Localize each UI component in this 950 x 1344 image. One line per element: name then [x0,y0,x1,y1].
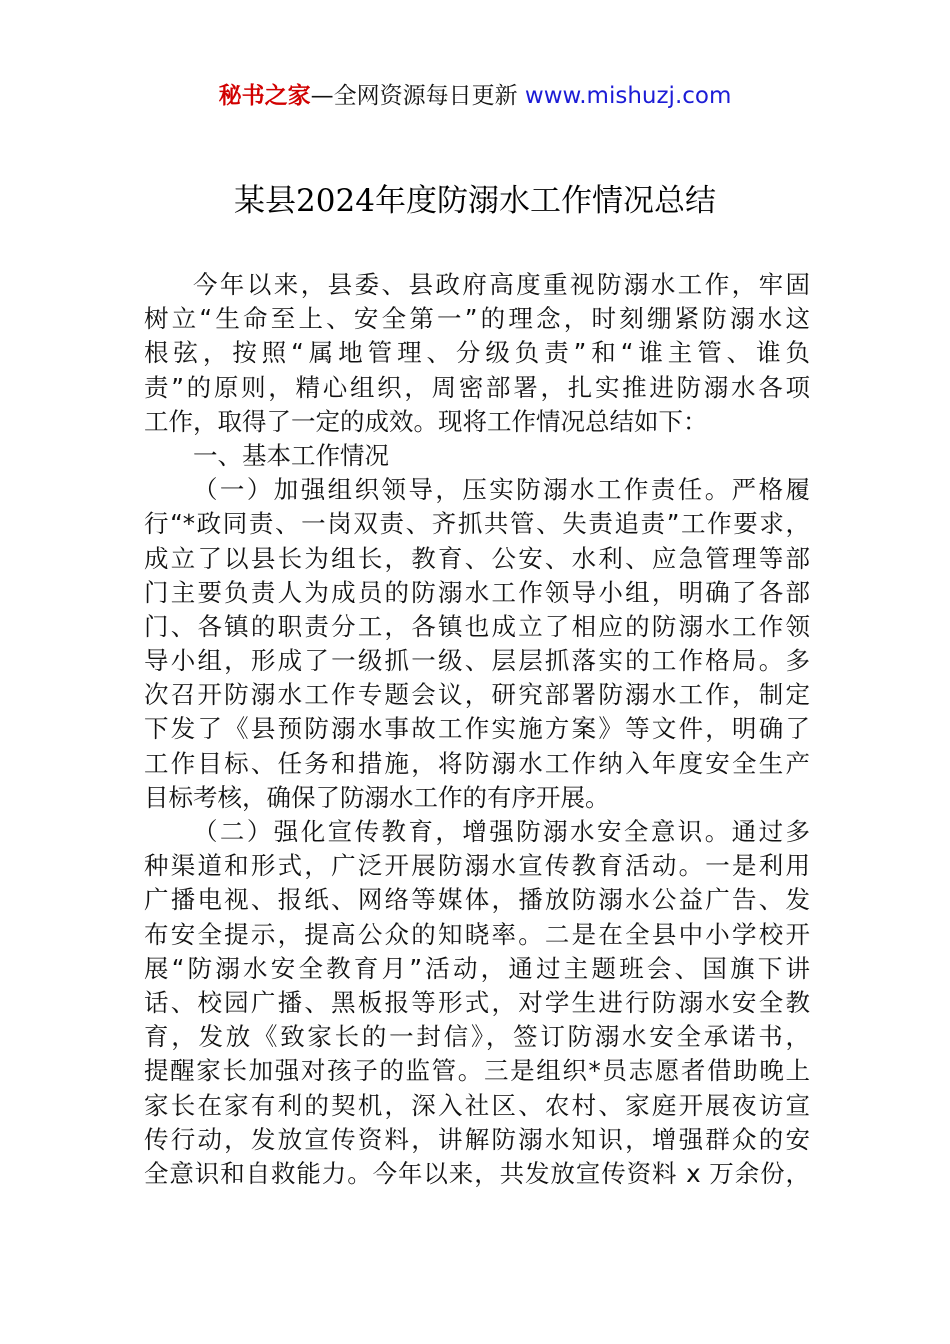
paragraph-line: 门、各镇的职责分工，各镇也成立了相应的防溺水工作领 [144,611,810,641]
paragraph-line: 次召开防溺水工作专题会议，研究部署防溺水工作，制定 [144,680,810,710]
paragraph-line: 下发了《县预防溺水事故工作实施方案》等文件，明确了 [144,714,810,744]
paragraph-line: 今年以来，县委、县政府高度重视防溺水工作，牢固 [193,270,810,299]
paragraph-line: 家长在家有利的契机，深入社区、农村、家庭开展夜访宣 [144,1090,810,1120]
paragraph-line: 种渠道和形式，广泛开展防溺水宣传教育活动。一是利用 [144,851,810,881]
document-body [144,268,810,1191]
paragraph-line: 根弦，按照“属地管理、分级负责”和“谁主管、谁负 [144,338,810,368]
paragraph-line: 全意识和自救能力。今年以来，共发放宣传资料 x 万余份， [144,1158,810,1188]
document-title: 某县2024年度防溺水工作情况总结 [234,183,716,219]
paragraph-line: 目标考核，确保了防溺水工作的有序开展。 [144,782,610,812]
paragraph-line: 提醒家长加强对孩子的监管。三是组织*员志愿者借助晚上 [144,1056,810,1086]
paragraph-line: 育，发放《致家长的一封信》，签订防溺水安全承诺书， [144,1022,810,1052]
paragraph-line: 导小组，形成了一级抓一级、层层抓落实的工作格局。多 [144,646,810,676]
paragraph-line: 广播电视、报纸、网络等媒体，播放防溺水公益广告、发 [144,885,810,915]
site-url-link[interactable]: www.mishuzj.com [524,83,732,109]
paragraph-line: 责”的原则，精心组织，周密部署，扎实推进防溺水各项 [144,372,810,402]
site-brand: 秘书之家 [218,83,311,109]
site-header [0,80,950,112]
paragraph-line: 成立了以县长为组长，教育、公安、水利、应急管理等部 [144,543,810,573]
paragraph-line: 工作目标、任务和措施，将防溺水工作纳入年度安全生产 [144,748,810,778]
section-heading: 一、基本工作情况 [193,440,389,470]
paragraph-line: （一）加强组织领导，压实防溺水工作责任。严格履 [193,475,810,505]
paragraph-line: 门主要负责人为成员的防溺水工作领导小组，明确了各部 [144,577,810,607]
paragraph-line: 传行动，发放宣传资料，讲解防溺水知识，增强群众的安 [144,1124,810,1154]
paragraph-line: （二）强化宣传教育，增强防溺水安全意识。通过多 [193,817,810,846]
site-tagline: —全网资源每日更新 [310,83,525,109]
paragraph-line: 工作，取得了一定的成效。现将工作情况总结如下： [144,406,708,436]
paragraph-line: 话、校园广播、黑板报等形式，对学生进行防溺水安全教 [144,987,810,1017]
paragraph-line: 树立“生命至上、安全第一”的理念，时刻绷紧防溺水这 [144,304,810,334]
paragraph-line: 行“*政同责、一岗双责、齐抓共管、失责追责”工作要求， [144,509,810,539]
paragraph-line: 布安全提示，提高公众的知晓率。二是在全县中小学校开 [144,919,810,949]
paragraph-line: 展“防溺水安全教育月”活动，通过主题班会、国旗下讲 [144,953,810,983]
